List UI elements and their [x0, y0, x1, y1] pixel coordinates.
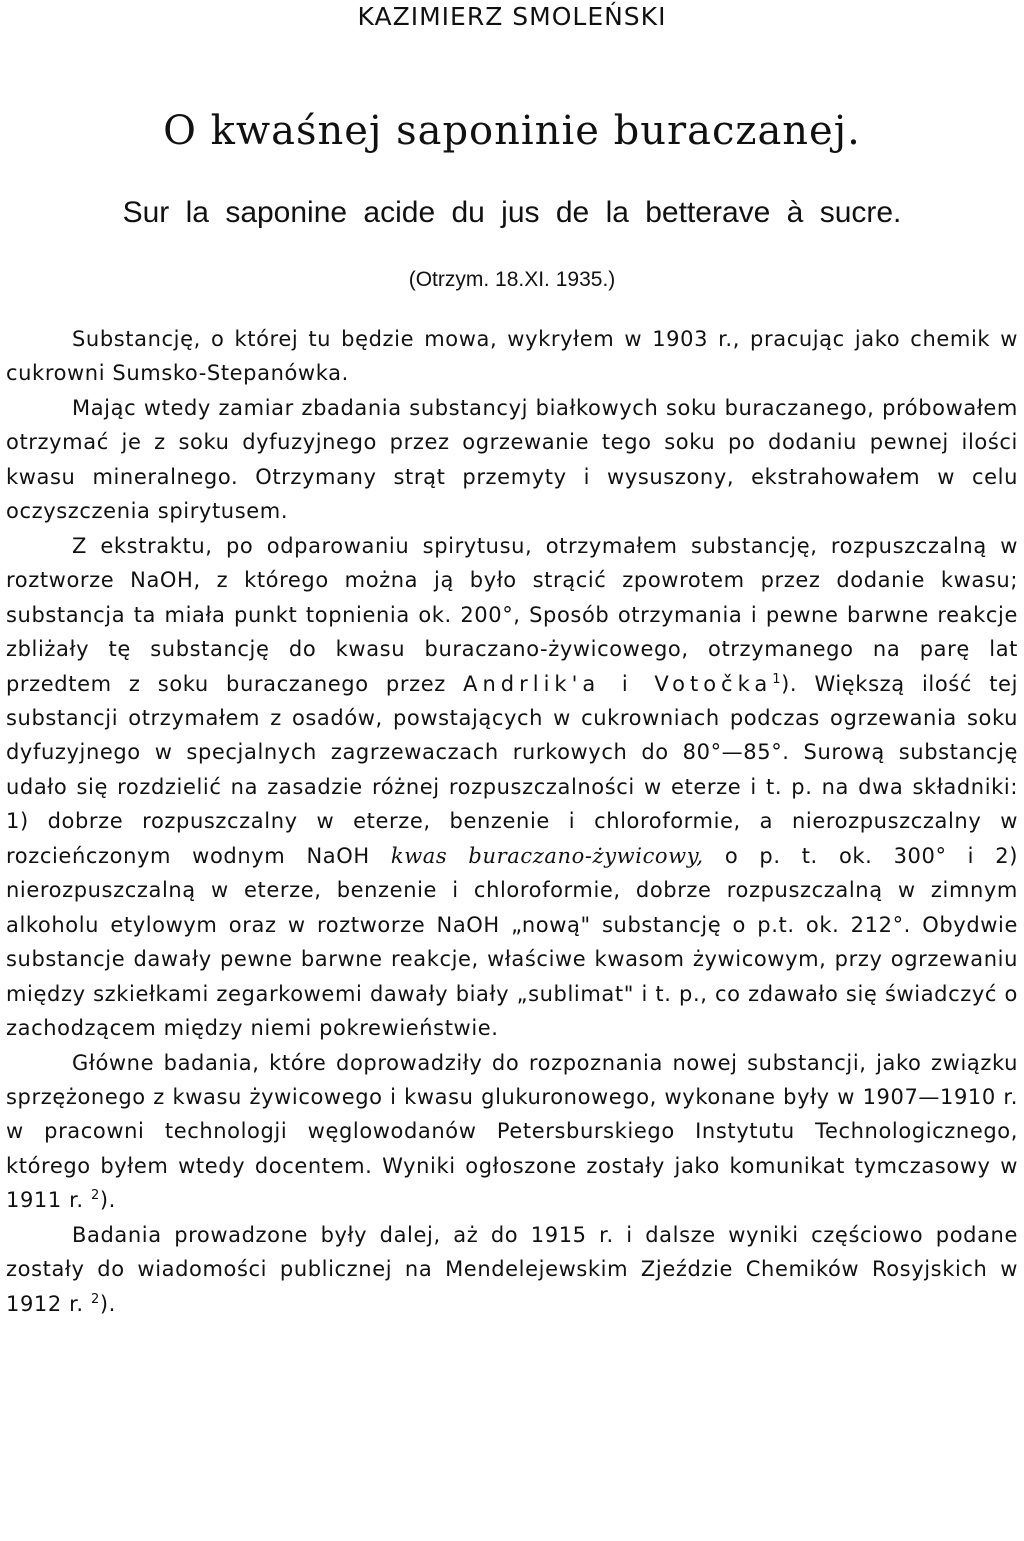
- paragraph-5-text-b: ).: [99, 1291, 116, 1316]
- paragraph-3-text-a: Z ekstraktu, po odparowaniu spirytusu, otrzymałem substancję, rozpuszczalną w roztworze NaOH, z którego można ją było strącić zpowrotem przez dodanie kwasu; substancja ta miała punkt topnienia ok. 200°, Sposób otrzymania i pewne barwne reakcje zbliżały tę substancję do kwasu buraczano-żywicowego, otrzymanego na parę lat przedtem z soku buraczanego przez: [6, 533, 1018, 696]
- article-subtitle-french: Sur la saponine acide du jus de la betterave à sucre.: [122, 196, 902, 229]
- paragraph-4: [6, 1046, 1018, 1218]
- paragraph-4-text-a: Główne badania, które doprowadziły do rozpoznania nowej substancji, jako związku sprzężonego z kwasu żywicowego i kwasu glukuronowego, wykonane były w 1907—1910 r. w pracowni technologji węglowodanów Petersburskiego Instytutu Technologicznego, którego byłem wtedy docentem. Wyniki ogłoszone zostały jako komunikat tymczasowy w 1911 r.: [6, 1050, 1018, 1213]
- article-body: [6, 322, 1018, 1321]
- received-date: (Otrzym. 18.XI. 1935.): [408, 268, 616, 291]
- author-name: KAZIMIERZ SMOLEŃSKI: [357, 2, 667, 31]
- footnote-ref-1: 1: [772, 671, 782, 687]
- paragraph-3-text-b: ). Większą ilość tej substancji otrzymałem z osadów, powstających w cukrowniach podczas ogrzewania soku dyfuzyjnego w specjalnych zagrzewaczach rurkowych do 80°—85°. Surową substancję udało się rozdzielić na zasadzie różnej rozpuszczalności w eterze i t. p. na dwa składniki: 1) dobrze rozpuszczalny w eterze, benzenie i chloroformie, a nierozpuszczalny w rozcieńczonym wodnym NaOH: [6, 671, 1019, 868]
- paragraph-5: [6, 1218, 1018, 1321]
- paragraph-1: Substancję, o której tu będzie mowa, wykryłem w 1903 r., pracując jako chemik w cukrowni Sumsko-Stepanówka.: [6, 327, 1018, 386]
- italic-term: kwas buraczano-żywicowy,: [390, 843, 704, 868]
- paragraph-2: Mając wtedy zamiar zbadania substancyj białkowych soku buraczanego, próbowałem otrzymać je z soku dyfuzyjnego przez ogrzewanie tego soku po dodaniu pewnej ilości kwasu mineralnego. Otrzymany strąt przemyty i wysuszony, ekstrahowałem w celu oczyszczenia spirytusem.: [6, 395, 1018, 524]
- paragraph-3-text-c: o p. t. ok. 300° i 2) nierozpuszczalną w eterze, benzenie i chloroformie, dobrze rozpuszczalną w zimnym alkoholu etylowym oraz w roztworze NaOH „nową" substancję o p.t. ok. 212°. Obydwie substancje dawały pewne barwne reakcje, właściwe kwasom żywicowym, przy ogrzewaniu między szkiełkami zegarkowemi dawały biały „sublimat" i t. p., co zdawało się świadczyć o zachodzącem między niemi pokrewieństwie.: [6, 843, 1018, 1041]
- footnote-ref-2: 2: [90, 1188, 100, 1204]
- paragraph-4-text-b: ).: [99, 1188, 116, 1213]
- footnote-ref-2b: 2: [90, 1291, 100, 1307]
- paragraph-5-text-a: Badania prowadzone były dalej, aż do 1915 r. i dalsze wyniki częściowo podane zostały do wiadomości publicznej na Mendelejewskim Zjeździe Chemików Rosyjskich w 1912 r.: [6, 1222, 1018, 1316]
- article-title: O kwaśnej saponinie buraczanej.: [163, 108, 861, 154]
- paragraph-3: [6, 529, 1018, 1046]
- cited-authors: Andrlik'a i Votočka: [463, 671, 773, 696]
